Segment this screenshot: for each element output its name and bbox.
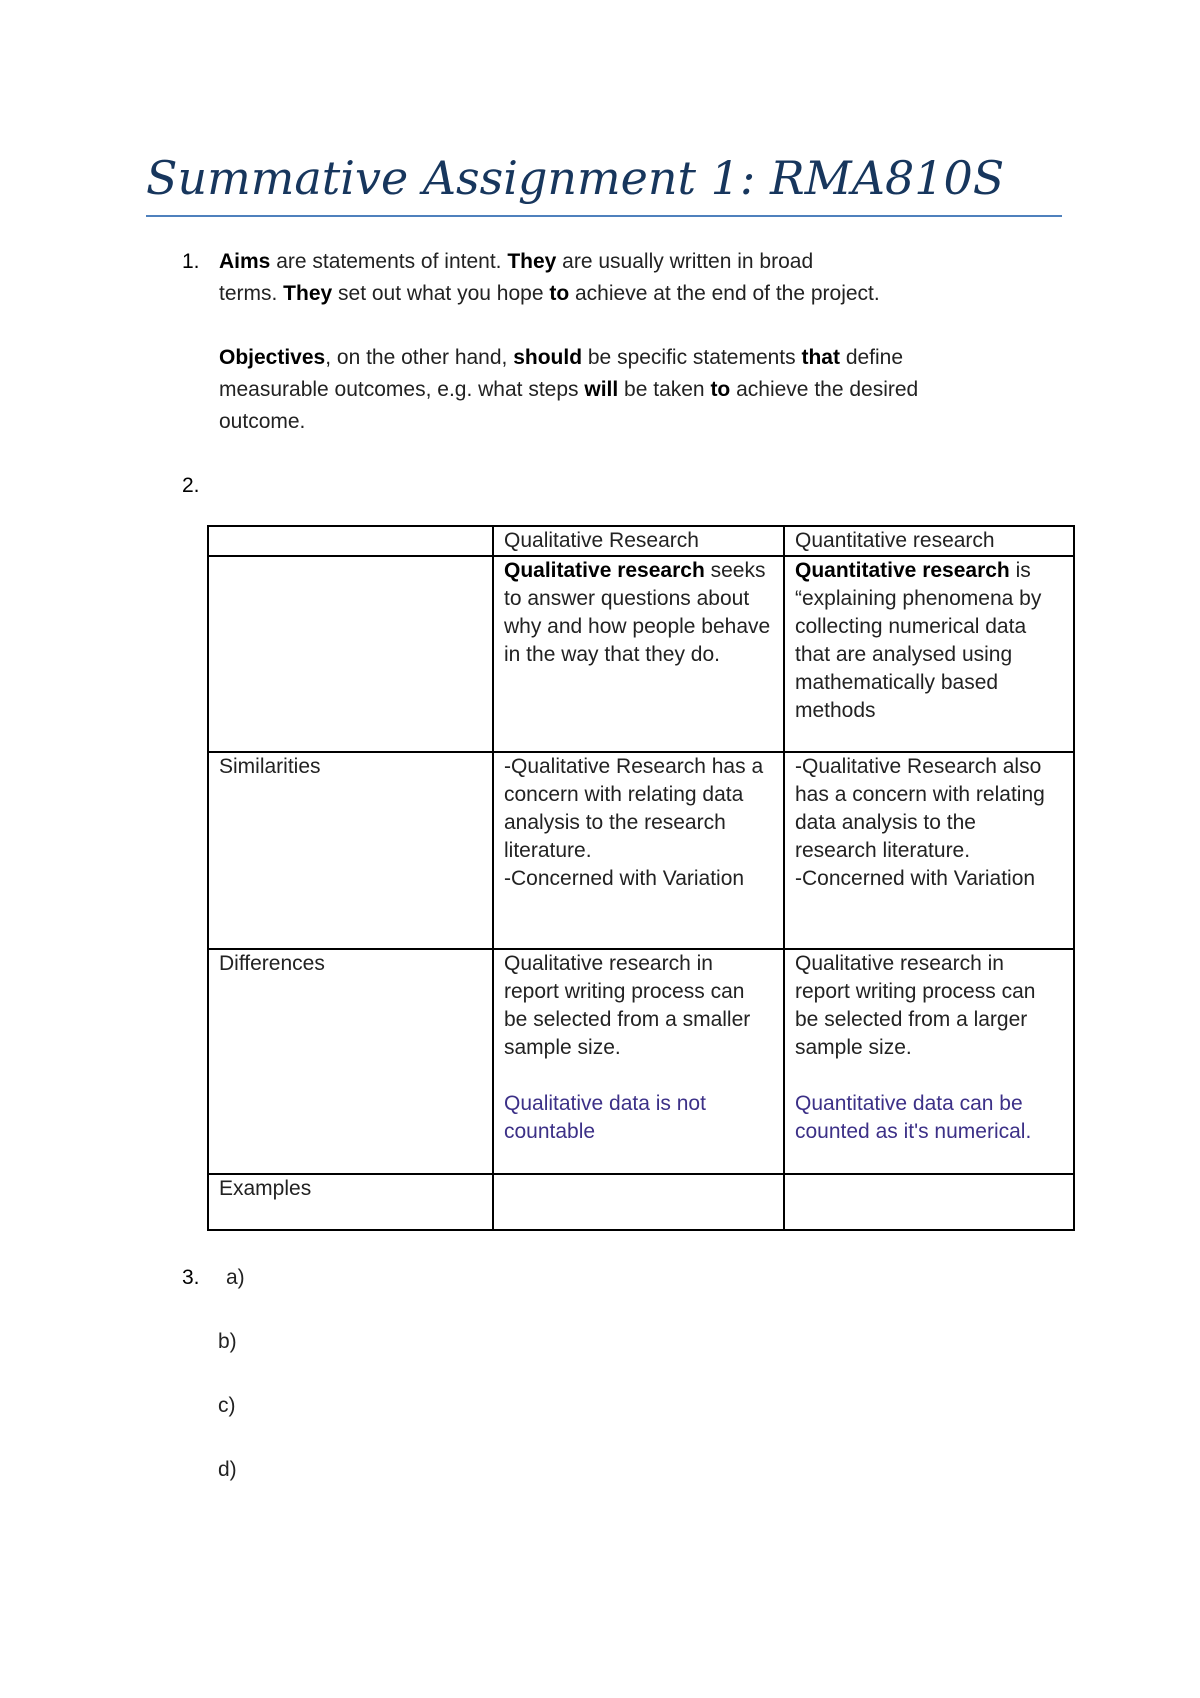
objectives-paragraph: [219, 342, 918, 438]
q3-part-a: a): [226, 1266, 245, 1289]
qualitative-note: Qualitative data is not countable: [504, 1092, 706, 1143]
table-row-definition: [208, 556, 1074, 752]
examples-qualitative-cell: [493, 1174, 784, 1230]
objectives-line-2: measurable outcomes, e.g. what steps will be taken to achieve the desired: [219, 378, 919, 401]
objectives-line-3: outcome.: [219, 410, 306, 433]
q3-part-c: c): [218, 1394, 236, 1417]
table-row-examples: [208, 1174, 1074, 1230]
aims-line-2: terms. They set out what you hope to achieve at the end of the project.: [219, 282, 880, 305]
header-cell-qualitative: Qualitative Research: [493, 526, 784, 556]
definition-quantitative-cell: Quantitative research is “explaining phenomena by collecting numerical data that are analysed using mathematically based methods: [784, 556, 1074, 752]
question-3-number: 3.: [182, 1266, 200, 1289]
definition-label-cell: [208, 556, 493, 752]
q3-part-d: d): [218, 1458, 237, 1481]
question-2-number: 2.: [182, 474, 200, 497]
similarities-qualitative-cell: -Qualitative Research has a concern with relating data analysis to the research literature. -Concerned with Variation: [493, 752, 784, 949]
similarities-label-cell: Similarities: [208, 752, 493, 949]
differences-label-cell: Differences: [208, 949, 493, 1174]
differences-qualitative-cell: Qualitative research in report writing process can be selected from a smaller sample size. Qualitative data is not countable: [493, 949, 784, 1174]
table-row-differences: [208, 949, 1074, 1174]
objectives-line-1: Objectives, on the other hand, should be specific statements that define: [219, 346, 904, 369]
header-cell-empty: [208, 526, 493, 556]
title-underline: [146, 215, 1062, 217]
page-title: Summative Assignment 1: RMA810S: [146, 151, 1005, 205]
quantitative-note: Quantitative data can be counted as it's numerical.: [795, 1092, 1032, 1143]
examples-label-cell: Examples: [208, 1174, 493, 1230]
table-header-row: [208, 526, 1074, 556]
header-cell-quantitative: Quantitative research: [784, 526, 1074, 556]
definition-qualitative-cell: Qualitative research seeks to answer questions about why and how people behave in the way that they do.: [493, 556, 784, 752]
table-row-similarities: [208, 752, 1074, 949]
examples-quantitative-cell: [784, 1174, 1074, 1230]
aims-paragraph: [219, 246, 880, 310]
similarities-quantitative-cell: -Qualitative Research also has a concern with relating data analysis to the research literature. -Concerned with Variation: [784, 752, 1074, 949]
q3-part-b: b): [218, 1330, 237, 1353]
question-1-number: 1.: [182, 250, 200, 273]
differences-quantitative-cell: Qualitative research in report writing process can be selected from a larger sample size. Quantitative data can be counted as it's numerical.: [784, 949, 1074, 1174]
aims-line-1: Aims are statements of intent. They are usually written in broad: [219, 250, 814, 273]
comparison-table: [207, 525, 1075, 1231]
